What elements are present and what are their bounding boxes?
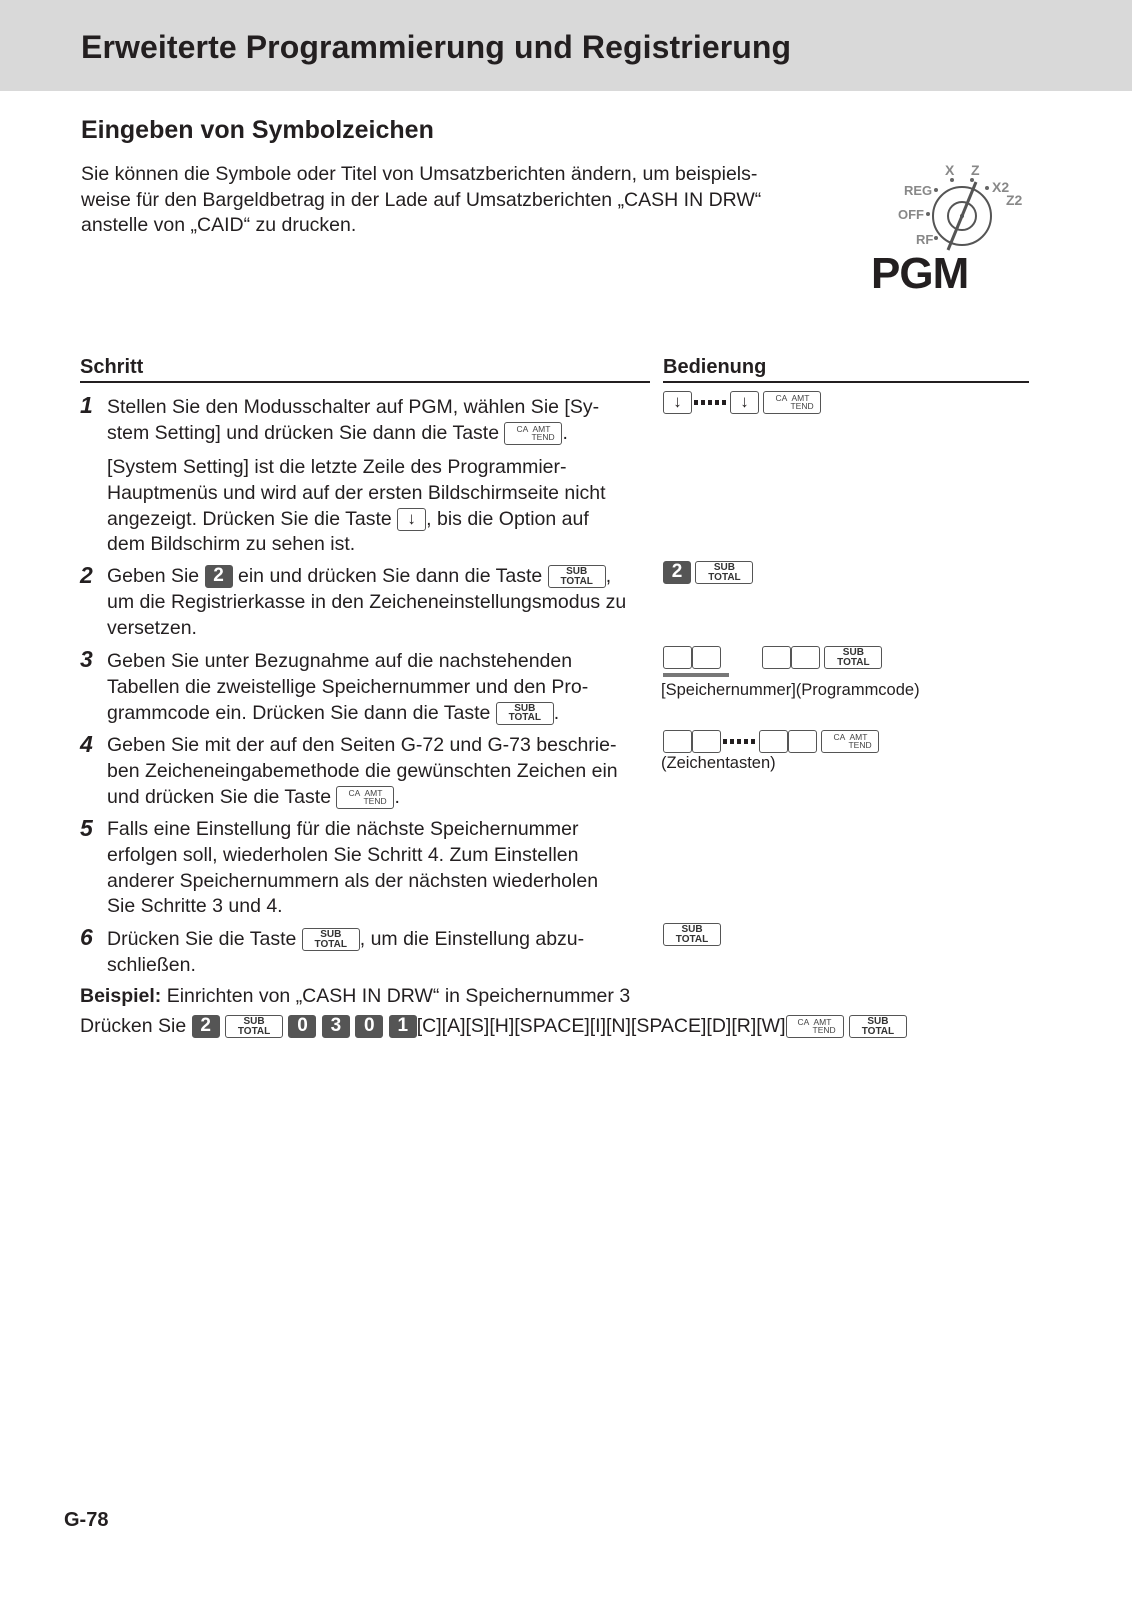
underline-bar bbox=[663, 673, 729, 677]
step-number: 6 bbox=[80, 924, 93, 950]
blank-key bbox=[788, 730, 817, 753]
down-arrow-key: ↓ bbox=[730, 391, 759, 414]
step-number: 2 bbox=[80, 562, 93, 588]
step-line: stem Setting] und drücken Sie dann die Taste bbox=[107, 421, 500, 444]
ca-amt-tend-key: CA AMT TEND bbox=[821, 730, 879, 753]
column-rule bbox=[663, 381, 1029, 383]
ca-amt-tend-key: CA AMT TEND bbox=[504, 422, 562, 445]
section-title: Eingeben von Symbolzeichen bbox=[81, 116, 434, 144]
subtotal-key: SUB TOTAL bbox=[496, 702, 554, 725]
operation-label-step-3: [Speichernummer](Programmcode) bbox=[661, 681, 920, 699]
intro-text bbox=[81, 162, 821, 239]
operation-label-step-4: (Zeichentasten) bbox=[661, 754, 776, 772]
down-arrow-key: ↓ bbox=[397, 508, 426, 531]
intro-line: anstelle von „CAID“ zu drucken. bbox=[81, 214, 357, 236]
blank-key bbox=[791, 646, 820, 669]
switch-label-off: OFF bbox=[898, 207, 924, 222]
subtotal-key: SUB TOTAL bbox=[849, 1015, 907, 1038]
page-number: G-78 bbox=[64, 1509, 109, 1531]
ca-amt-tend-key: CA AMT TEND bbox=[786, 1015, 844, 1038]
character-keys: [C][A][S][H][SPACE][I][N][SPACE][D][R][W] bbox=[416, 1015, 786, 1037]
column-header-operation: Bedienung bbox=[663, 356, 767, 378]
step-number: 1 bbox=[80, 392, 93, 418]
step-3-text: Geben Sie unter Bezugnahme auf die nachstehenden Tabellen die zweistellige Speichernummer und den Pro- grammcode ein. Drücken Sie dann die Taste SUB TOTAL . bbox=[107, 650, 589, 724]
subtotal-key: SUB TOTAL bbox=[302, 928, 360, 951]
header-band bbox=[0, 0, 1132, 91]
switch-label-x: X bbox=[945, 162, 955, 178]
intro-line: Sie können die Symbole oder Titel von Umsatzberichten ändern, um beispiels- bbox=[81, 163, 758, 185]
example-key-sequence: Drücken Sie 2 SUB TOTAL 0 3 0 1 [C][A][S][H][SPACE][I][N][SPACE][D][R][W] CA AMT TEND SUB TOTAL bbox=[80, 1015, 907, 1038]
number-key-1: 1 bbox=[389, 1015, 417, 1038]
step-1-note: [System Setting] ist die letzte Zeile des Programmier- Hauptmenüs und wird auf der ersten Bildschirmseite nicht angezeigt. Drücken Sie die Taste ↓ , bis die Option auf dem Bildschirm zu sehen ist. bbox=[107, 456, 606, 556]
step-1-text: Stellen Sie den Modusschalter auf PGM, wählen Sie [Sy- stem Setting] und drücken Sie dann die Taste CA AMT TEND . bbox=[107, 395, 667, 447]
subtotal-key: SUB TOTAL bbox=[225, 1015, 283, 1038]
number-key-2: 2 bbox=[663, 561, 691, 584]
mode-label-pgm: PGM bbox=[871, 249, 969, 298]
intro-line: weise für den Bargeldbetrag in der Lade auf Umsatzberichten „CASH IN DRW“ bbox=[81, 188, 762, 211]
number-key-0: 0 bbox=[355, 1015, 383, 1038]
step-number: 4 bbox=[80, 731, 93, 757]
repeat-dots bbox=[694, 400, 728, 405]
operation-step-2 bbox=[663, 561, 753, 584]
operation-step-4 bbox=[663, 730, 963, 753]
number-key-0: 0 bbox=[288, 1015, 316, 1038]
step-line: Stellen Sie den Modusschalter auf PGM, wählen Sie [Sy- bbox=[107, 396, 600, 418]
ca-amt-tend-key: CA AMT TEND bbox=[763, 391, 821, 414]
blank-key bbox=[759, 730, 788, 753]
subtotal-key: SUB TOTAL bbox=[695, 561, 753, 584]
blank-key bbox=[692, 730, 721, 753]
step-4-text: Geben Sie mit der auf den Seiten G-72 und G-73 beschrie- ben Zeicheneingabemethode die gewünschten Zeichen ein und drücken Sie die Taste CA AMT TEND . bbox=[107, 734, 618, 808]
switch-label-reg: REG bbox=[904, 183, 933, 198]
down-arrow-key: ↓ bbox=[663, 391, 692, 414]
operation-step-1 bbox=[663, 391, 821, 414]
mode-switch-dial-icon bbox=[890, 158, 1040, 253]
step-5-text: Falls eine Einstellung für die nächste Speichernummer erfolgen soll, wiederholen Sie Schritt 4. Zum Einstellen anderer Speichernummern als der nächsten wiederholen Sie Schritte 3 und 4. bbox=[107, 818, 599, 918]
step-number: 5 bbox=[80, 815, 93, 841]
step-number: 3 bbox=[80, 646, 93, 672]
number-key-2: 2 bbox=[205, 565, 233, 588]
column-rule bbox=[80, 381, 650, 383]
switch-label-x2: X2 bbox=[992, 179, 1010, 195]
ca-amt-tend-key: CA AMT TEND bbox=[336, 786, 394, 809]
repeat-dots bbox=[723, 739, 757, 744]
operation-step-3 bbox=[663, 646, 963, 669]
subtotal-key: SUB TOTAL bbox=[663, 923, 721, 946]
page-title: Erweiterte Programmierung und Registrierung bbox=[81, 29, 792, 65]
example-label: Beispiel: bbox=[80, 985, 162, 1007]
blank-key bbox=[663, 730, 692, 753]
number-key-3: 3 bbox=[322, 1015, 350, 1038]
subtotal-key: SUB TOTAL bbox=[548, 565, 606, 588]
blank-key bbox=[762, 646, 791, 669]
subtotal-key: SUB TOTAL bbox=[824, 646, 882, 669]
blank-key bbox=[692, 646, 721, 669]
number-key-2: 2 bbox=[192, 1015, 220, 1038]
switch-label-z: Z bbox=[971, 162, 980, 178]
switch-label-z2: Z2 bbox=[1006, 192, 1023, 208]
switch-label-rf: RF bbox=[916, 232, 934, 247]
operation-step-6 bbox=[663, 923, 721, 946]
step-6-text: Drücken Sie die Taste SUB TOTAL , um die Einstellung abzu- schließen. bbox=[107, 928, 585, 976]
step-2-text: Geben Sie 2 ein und drücken Sie dann die Taste SUB TOTAL , um die Registrierkasse in den Zeicheneinstellungsmodus zu versetzen. bbox=[107, 565, 627, 639]
column-header-step: Schritt bbox=[80, 356, 144, 378]
example-line bbox=[80, 985, 630, 1008]
blank-key bbox=[663, 646, 692, 669]
example-text: Einrichten von „CASH IN DRW“ in Speichernummer 3 bbox=[166, 985, 631, 1007]
